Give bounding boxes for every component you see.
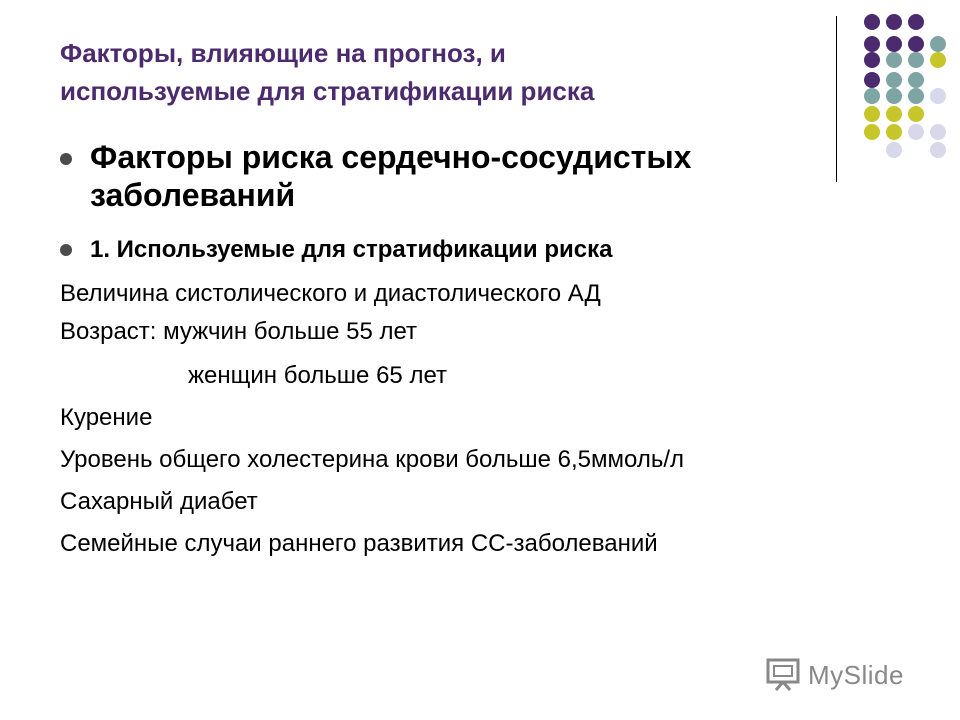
risk-factor-line: Величина систолического и диастолического АД — [60, 280, 601, 307]
decorative-dot — [864, 14, 880, 30]
risk-factor-line: женщин больше 65 лет — [188, 362, 447, 389]
title-divider — [836, 16, 837, 182]
decorative-dot — [886, 88, 902, 104]
decorative-dot — [930, 36, 946, 52]
decorative-dot — [908, 36, 924, 52]
decorative-dot — [864, 52, 880, 68]
risk-factor-line: Уровень общего холестерина крови больше 6,5ммоль/л — [60, 446, 684, 473]
decorative-dot — [908, 106, 924, 122]
decorative-dot — [864, 124, 880, 140]
bullet-heading-2: 1. Используемые для стратификации риска — [90, 236, 613, 263]
bullet-heading-1 — [90, 138, 691, 214]
decorative-dot — [864, 106, 880, 122]
watermark-text: MySlide — [808, 660, 904, 690]
projector-screen-icon — [766, 656, 804, 692]
decorative-dot — [930, 88, 946, 104]
decorative-dot — [886, 124, 902, 140]
decorative-dot — [908, 88, 924, 104]
decorative-dot — [864, 72, 880, 88]
bullet-heading-1-line-1: Факторы риска сердечно-сосудистых — [90, 139, 692, 175]
risk-factor-line: Возраст: мужчин больше 55 лет — [60, 318, 418, 345]
decorative-dot — [886, 106, 902, 122]
decorative-dot — [886, 52, 902, 68]
bullet-heading-1-line-2: заболеваний — [90, 177, 296, 213]
decorative-dot — [908, 52, 924, 68]
decorative-dot — [908, 124, 924, 140]
risk-factor-line: Сахарный диабет — [60, 488, 258, 515]
decorative-dot — [886, 72, 902, 88]
slide-title-line-1: Факторы, влияющие на прогноз, и — [60, 38, 506, 68]
slide-title-line-2: используемые для стратификации риска — [60, 76, 595, 106]
decorative-dot — [886, 142, 902, 158]
decorative-dot — [864, 88, 880, 104]
decorative-dot — [908, 72, 924, 88]
risk-factor-line: Курение — [60, 404, 153, 431]
bullet-marker — [60, 244, 72, 256]
decorative-dot — [930, 124, 946, 140]
risk-factor-line: Семейные случаи раннего развития СС-заболеваний — [60, 530, 658, 557]
decorative-dot — [930, 142, 946, 158]
decorative-dot — [930, 52, 946, 68]
bullet-marker — [60, 153, 72, 165]
slide-title — [60, 34, 800, 110]
decorative-dot — [864, 36, 880, 52]
decorative-dot — [908, 14, 924, 30]
decorative-dot — [886, 14, 902, 30]
decorative-dot — [886, 36, 902, 52]
